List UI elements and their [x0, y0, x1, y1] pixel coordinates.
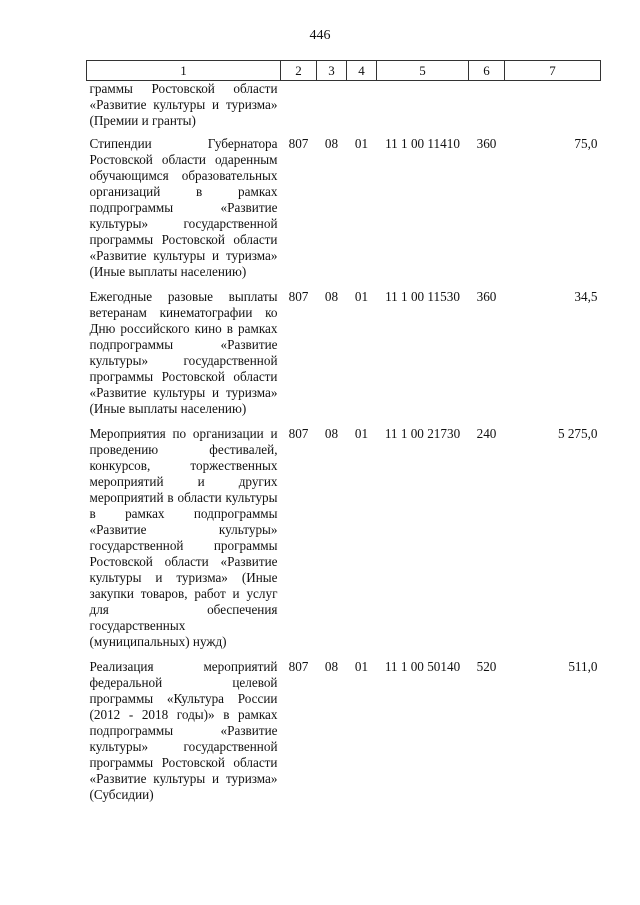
row-amount: 511,0 — [568, 659, 598, 674]
header-col-7: 7 — [505, 61, 601, 81]
header-col-1: 1 — [87, 61, 281, 81]
row-section: 08 — [324, 136, 339, 151]
row-target: 11 1 00 21730 — [384, 426, 461, 441]
table-row-continuation — [87, 81, 601, 135]
header-col-2: 2 — [281, 61, 317, 81]
row-type: 240 — [476, 426, 497, 441]
row-name: Стипендии Губернатора Ростовской области одаренным обучающимся образовательных организаций в рамках подпрограммы «Развитие культуры» государственной программы Ростовской области «Развитие культуры и туризма» (Иные выплаты населению) — [89, 136, 278, 279]
row-type: 360 — [476, 136, 497, 151]
row-subsection: 01 — [354, 426, 369, 441]
row-target: 11 1 00 11410 — [385, 136, 460, 151]
row-name: Ежегодные разовые выплаты ветеранам кинематографии ко Дню российского кино в рамках подпрограммы «Развитие культуры» государственной программы Ростовской области «Развитие культуры и туризма» (Иные выплаты населению) — [89, 289, 278, 416]
table-row — [87, 424, 601, 657]
table-row — [87, 287, 601, 424]
budget-table — [86, 60, 601, 810]
continuation-text: граммы Ростовской области «Развитие культуры и туризма» (Премии и гранты) — [89, 81, 278, 128]
row-subsection: 01 — [354, 136, 369, 151]
row-subsection: 01 — [354, 659, 369, 674]
row-ministry: 807 — [288, 426, 309, 441]
page-number: 446 — [309, 28, 331, 43]
row-section: 08 — [324, 659, 339, 674]
header-col-3: 3 — [317, 61, 347, 81]
row-amount: 75,0 — [574, 136, 598, 151]
header-col-4: 4 — [347, 61, 377, 81]
row-ministry: 807 — [288, 659, 309, 674]
table-row — [87, 657, 601, 810]
row-amount: 5 275,0 — [557, 426, 598, 441]
header-col-5: 5 — [377, 61, 469, 81]
row-type: 360 — [476, 289, 497, 304]
row-subsection: 01 — [354, 289, 369, 304]
table-row — [87, 134, 601, 287]
row-ministry: 807 — [288, 289, 309, 304]
row-section: 08 — [324, 426, 339, 441]
row-target: 11 1 00 11530 — [385, 289, 460, 304]
row-ministry: 807 — [288, 136, 309, 151]
row-target: 11 1 00 50140 — [384, 659, 461, 674]
row-amount: 34,5 — [574, 289, 598, 304]
row-name: Мероприятия по организации и проведению фестивалей, конкурсов, торжественных мероприятий и других мероприятий в области культуры в рамках подпрограммы «Развитие культуры» государственной программы Ростовской области «Развитие культуры и туризма» (Иные закупки товаров, работ и услуг для обеспечения государственных (муниципальных) нужд) — [89, 426, 278, 649]
row-section: 08 — [324, 289, 339, 304]
row-name: Реализация мероприятий федеральной целевой программы «Культура России (2012 - 2018 годы)» в рамках подпрограммы «Развитие культуры» государственной программы Ростовской области «Развитие культуры и туризма» (Субсидии) — [89, 659, 278, 802]
table-header — [87, 61, 601, 81]
row-type: 520 — [476, 659, 497, 674]
header-col-6: 6 — [469, 61, 505, 81]
